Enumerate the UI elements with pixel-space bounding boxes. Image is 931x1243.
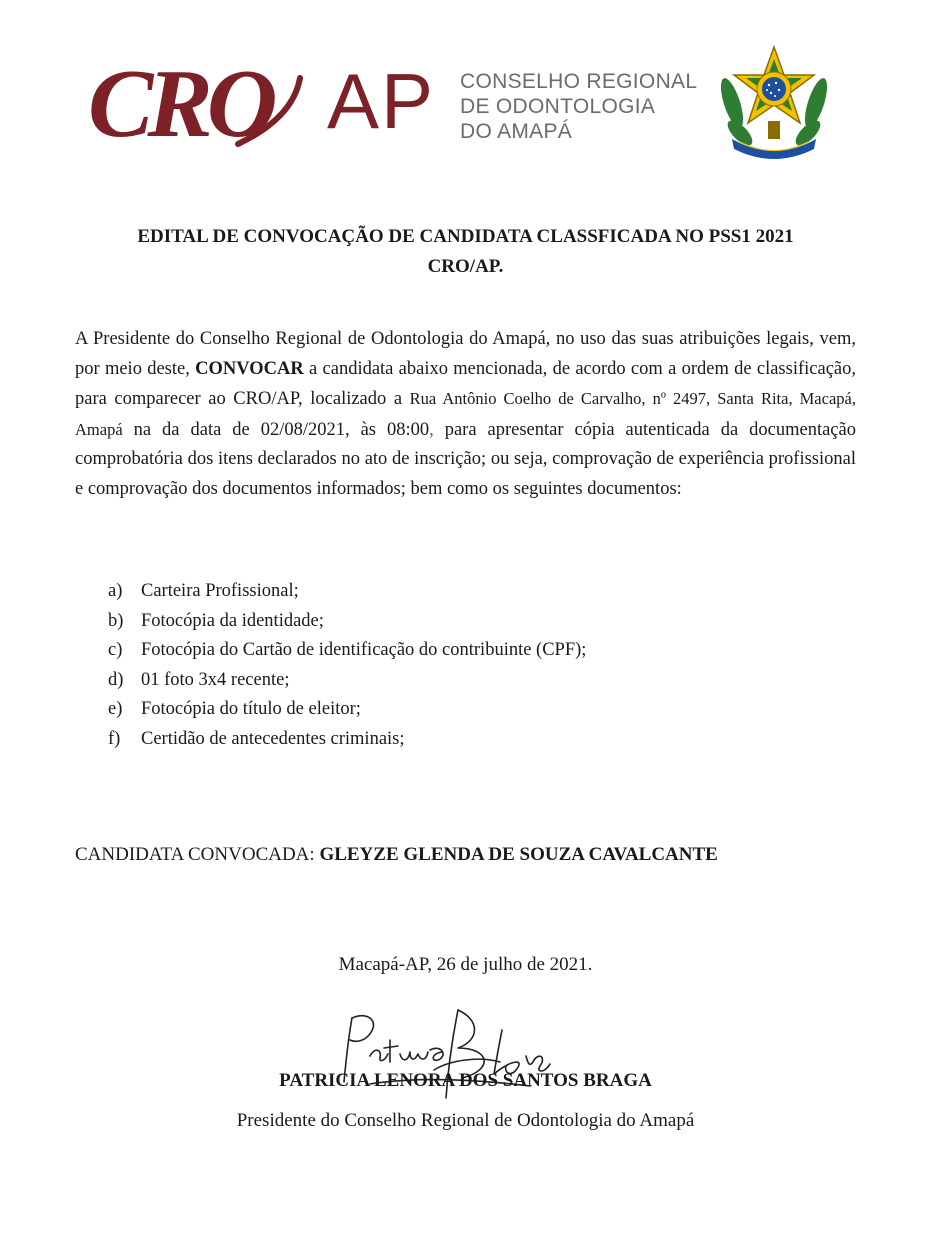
org-name-line-1: CONSELHO REGIONAL	[460, 70, 698, 93]
list-item	[108, 607, 586, 637]
paragraph-part-1: A Presidente do Conselho Regional de Odontologia do Amapá, no uso das suas atribuições legais, vem, por meio deste,	[75, 329, 856, 379]
paragraph-part-4: para apresentar cópia autenticada da documentação comprobatória dos itens declarados no ato de inscrição; ou seja, comprovação de experiência profissional e comprovação dos documentos informados; bem como os seguintes documentos:	[75, 419, 856, 499]
address: Rua Antônio Coelho de Carvalho, nº 2497, Santa Rita, Macapá, Amapá	[75, 389, 856, 439]
svg-text:CRO: CRO	[88, 58, 272, 150]
list-marker: c)	[108, 640, 123, 660]
document-header	[0, 0, 931, 180]
list-item-text: Fotocópia do título de eleitor;	[141, 699, 361, 719]
title-line-1: EDITAL DE CONVOCAÇÃO DE CANDIDATA CLASSFICADA NO PSS1 2021	[137, 226, 794, 247]
list-marker: b)	[108, 610, 124, 631]
candidate-label: CANDIDATA CONVOCADA:	[75, 844, 320, 865]
org-name-line-2: DE ODONTOLOGIA	[460, 95, 656, 118]
list-item	[108, 666, 586, 696]
convocar-emphasis: CONVOCAR	[195, 358, 304, 379]
brazil-coat-of-arms-icon	[718, 45, 830, 163]
required-documents-list	[108, 577, 586, 754]
list-marker: a)	[108, 581, 123, 601]
org-name-line-3: DO AMAPÁ	[460, 120, 573, 143]
list-item	[108, 725, 586, 755]
logo-suffix: AP	[327, 57, 436, 145]
list-item	[108, 636, 586, 666]
convocation-paragraph	[75, 325, 856, 504]
title-line-2: CRO/AP.	[427, 256, 504, 277]
edict-title	[60, 222, 871, 282]
list-marker: f)	[108, 728, 121, 749]
paragraph-comma: ,	[429, 419, 434, 440]
cro-logo	[88, 58, 310, 150]
list-item-text: 01 foto 3x4 recente;	[141, 669, 290, 690]
list-item-text: Fotocópia da identidade;	[141, 610, 324, 631]
list-item-text: Fotocópia do Cartão de identificação do contribuinte (CPF);	[141, 640, 587, 660]
signer-name: PATRICIA LENORA DOS SANTOS BRAGA	[279, 1070, 652, 1091]
candidate-name: GLEYZE GLENDA DE SOUZA CAVALCANTE	[319, 844, 718, 865]
organization-name	[460, 69, 697, 144]
signer-role: Presidente do Conselho Regional de Odontologia do Amapá	[236, 1110, 695, 1131]
paragraph-part-2: a candidata abaixo mencionada, de acordo com a ordem de classificação, para comparecer ao CRO/AP, localizado a	[75, 358, 856, 409]
list-item-text: Certidão de antecedentes criminais;	[141, 728, 405, 749]
convoked-candidate	[75, 840, 718, 870]
place-and-date: Macapá-AP, 26 de julho de 2021.	[338, 954, 593, 975]
paragraph-part-3: na da data de 02/08/2021, às 08:00	[122, 419, 430, 440]
list-item	[108, 577, 586, 607]
list-item	[108, 695, 586, 725]
list-item-text: Carteira Profissional;	[141, 581, 299, 601]
list-marker: e)	[108, 699, 123, 719]
list-marker: d)	[108, 669, 124, 690]
